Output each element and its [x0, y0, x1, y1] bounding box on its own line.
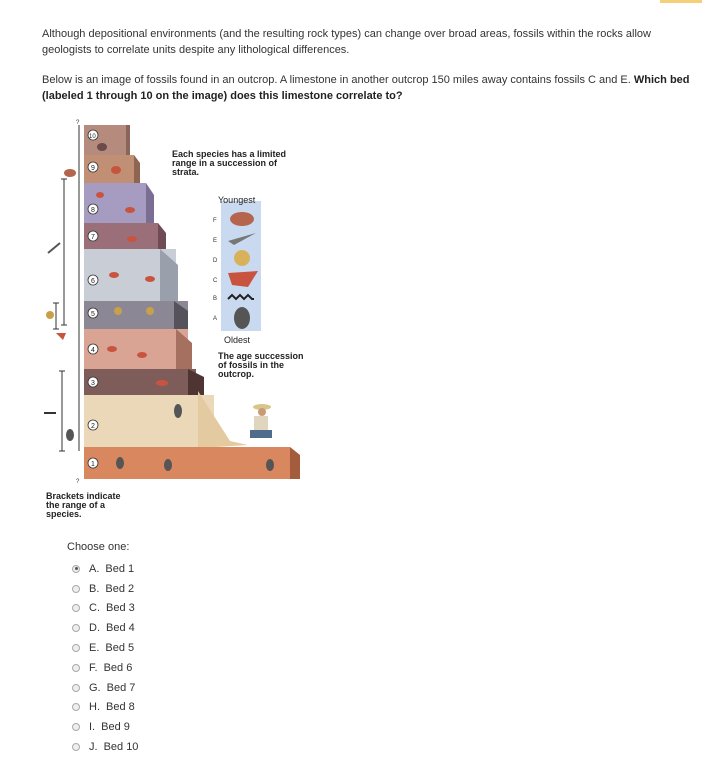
fossil-letter-c: C	[213, 278, 218, 284]
question-prompt-text: Below is an image of fossils found in an outcrop. A limestone in another outcrop 150 miles away contains fossils C and E.	[42, 74, 634, 86]
panel-fossil-d-icon	[234, 250, 250, 266]
option-h[interactable]	[72, 698, 138, 718]
figure-heading-line3: strata.	[172, 167, 200, 177]
option-label: Bed 9	[101, 721, 130, 734]
figure-heading-line2: range in a succession of	[172, 158, 278, 168]
option-label: Bed 4	[106, 622, 135, 635]
option-e[interactable]	[72, 638, 138, 658]
option-letter: E.	[89, 642, 100, 655]
option-letter: C.	[89, 602, 100, 615]
oldest-label: Oldest	[224, 335, 251, 345]
age-caption-line3: outcrop.	[218, 369, 254, 379]
bed-3-layer	[84, 369, 196, 395]
option-letter: F.	[89, 661, 98, 674]
fossil-letters	[213, 218, 218, 322]
bed-4-layer	[84, 329, 188, 369]
bed-1-layer	[84, 447, 290, 479]
fossil-e-icon	[48, 243, 60, 253]
radio-f[interactable]	[72, 664, 80, 672]
question-prompt-bold: Which bed (labeled 1 through 10 on the image) does this limestone correlate to?	[42, 74, 690, 102]
option-letter: B.	[89, 582, 100, 595]
bed-1-number: 1	[91, 461, 95, 468]
radio-d[interactable]	[72, 624, 80, 632]
option-letter: A.	[89, 562, 100, 575]
option-a[interactable]	[72, 559, 138, 579]
fossil-c-icon	[56, 333, 66, 340]
option-label: Bed 7	[106, 681, 136, 694]
option-label: Bed 8	[106, 701, 135, 714]
age-caption-line1: The age succession	[218, 351, 304, 361]
brackets-caption-line3: species.	[46, 509, 82, 519]
option-label: Bed 6	[103, 661, 133, 674]
option-label: Bed 3	[106, 602, 135, 615]
option-letter: D.	[89, 622, 100, 635]
bed-10-layer	[84, 125, 126, 155]
radio-i[interactable]	[72, 723, 80, 731]
option-label: Bed 1	[105, 562, 135, 575]
option-b[interactable]	[72, 579, 138, 599]
option-i[interactable]	[72, 717, 138, 737]
brackets-caption-line2: the range of a	[46, 500, 106, 510]
bed-9-number: 9	[91, 165, 95, 172]
radio-b[interactable]	[72, 585, 80, 593]
bed-4-number: 4	[91, 347, 95, 354]
bed-10-number: 10	[89, 134, 96, 140]
youngest-label: Youngest	[218, 195, 256, 205]
fossil-letter-d: D	[213, 258, 218, 264]
option-letter: I.	[89, 721, 96, 734]
bracket-fossil-icons	[44, 169, 76, 441]
option-j[interactable]	[72, 737, 138, 757]
geologist-illustration	[250, 404, 272, 438]
fossil-letter-f: F	[213, 218, 217, 224]
fossil-letter-a: A	[213, 316, 218, 322]
option-f[interactable]	[72, 658, 138, 678]
range-top-question: ?	[76, 120, 80, 126]
fossil-d-icon	[46, 311, 54, 319]
fossil-letter-b: B	[213, 296, 218, 302]
top-accent-bar	[660, 0, 702, 3]
radio-e[interactable]	[72, 644, 80, 652]
bed-7-number: 7	[91, 234, 95, 241]
bed-5-layer	[84, 301, 188, 329]
option-label: Bed 2	[105, 582, 135, 595]
figure-heading-line1: Each species has a limited	[172, 149, 287, 159]
outcrop-figure	[38, 115, 328, 525]
radio-c[interactable]	[72, 604, 80, 612]
radio-a[interactable]	[72, 565, 80, 573]
bed-2-number: 2	[91, 423, 95, 430]
bed-8-number: 8	[91, 207, 95, 214]
fossil-letter-e: E	[213, 238, 218, 244]
choose-one-label: Choose one:	[67, 541, 130, 553]
radio-j[interactable]	[72, 743, 80, 751]
radio-h[interactable]	[72, 703, 80, 711]
option-g[interactable]	[72, 678, 138, 698]
option-d[interactable]	[72, 618, 138, 638]
brackets-caption-line1: Brackets indicate	[46, 491, 121, 501]
question-prompt	[42, 72, 692, 104]
bed-3-number: 3	[91, 380, 95, 387]
option-c[interactable]	[72, 599, 138, 619]
bed-2-layer	[84, 395, 214, 447]
bed-8-layer	[84, 183, 146, 223]
answer-options	[72, 559, 138, 757]
option-letter: H.	[89, 701, 100, 714]
panel-fossil-a-icon	[234, 307, 250, 329]
fossil-a-icon	[66, 429, 74, 441]
bed-5-number: 5	[91, 311, 95, 318]
fossil-f-icon	[64, 169, 76, 177]
option-letter: J.	[89, 741, 98, 754]
radio-g[interactable]	[72, 684, 80, 692]
range-bottom-question: ?	[76, 479, 80, 485]
age-caption-line2: of fossils in the	[218, 360, 285, 370]
option-label: Bed 5	[105, 642, 135, 655]
option-label: Bed 10	[103, 741, 139, 754]
panel-fossil-f-icon	[230, 212, 254, 226]
bed-6-number: 6	[91, 278, 95, 285]
question-intro: Although depositional environments (and the resulting rock types) can change over broad areas, fossils within the rocks allow geologists to correlate units despite any lithological differences.	[42, 28, 651, 56]
option-letter: G.	[89, 681, 101, 694]
